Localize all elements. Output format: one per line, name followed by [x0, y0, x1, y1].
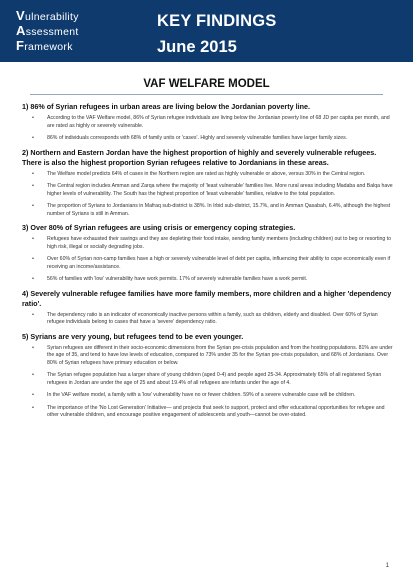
bullet-item: • Refugees have exhausted their savings and they are depleting their food intake, sending family members (including children) out to beg or resorting to high risk, illegal or socially degrading jobs. [32, 236, 392, 250]
bullet-item: • Syrian refugees are different in their socio-economic dimensions from the Syrian pre-crisis population and from the hosting populations. 81% are under the age of 35, and tend to have low levels of education, compared to 73% under 35 for the Syrian pre-crisis population, and 68% of Jordanians. Over 80% of Syrian refugees have primary education or below. [32, 344, 393, 366]
finding-section-4 [22, 289, 394, 327]
page-number: 1 [385, 563, 389, 569]
bullet-item: • According to the VAF Welfare model, 86% of Syrian refugee individuals are living below the Jordanian poverty line of 68 JD per capita per month, and are rated as highly or severely vulnerable. [32, 115, 390, 129]
bullet-icon: • [32, 276, 34, 282]
bullet-icon: • [32, 372, 34, 378]
bullet-list [22, 171, 394, 219]
bullet-list [22, 115, 394, 143]
section-heading: 5) Syrians are very young, but refugees tend to be even younger. [22, 331, 244, 341]
bullet-icon: • [32, 183, 34, 189]
title-divider [30, 94, 383, 95]
bullet-item: • 56% of families with 'low' vulnerability have work permits. 17% of severely vulnerable families have a work permit. [32, 276, 308, 282]
bullet-icon: • [32, 344, 34, 351]
bullet-item: • The dependency ratio is an indicator of economically inactive persons within a family, such as children, elderly and disabled. Over 60% of Syrian refugee individuals belong to cases that have a 'severe' dependency ratio. [32, 311, 378, 325]
finding-section-1 [22, 102, 394, 143]
logo-line: Vulnerability [16, 8, 79, 23]
section-heading: 2) Northern and Eastern Jordan have the highest proportion of highly and severely vulnerable refugees. There is also the highest proportion Syrian refugees relative to Jordanians in these areas. [22, 147, 377, 167]
finding-section-2 [22, 148, 394, 219]
bullet-icon: • [32, 256, 34, 262]
bullet-item: • The importance of the 'No Lost Generation' Initiative— and projects that seek to support, protect and offer educational opportunities for refugee and other vulnerable children, and encourage positive engagement of adolescents and youth—cannot be over-stated. [32, 404, 385, 418]
bullet-icon: • [32, 311, 34, 318]
bullet-item: • The Welfare model predicts 64% of cases in the Northern region are rated as highly vulnerable or above, versus 30% in the Central region. [32, 170, 366, 177]
bullet-icon: • [32, 392, 34, 398]
bullet-icon: • [32, 404, 34, 411]
section-heading: 3) Over 80% of Syrian refugees are using crisis or emergency coping strategies. [22, 223, 296, 232]
logo-line: Framework [16, 38, 73, 53]
bullet-icon: • [32, 170, 34, 177]
logo-line: Assessment [16, 23, 79, 38]
bullet-icon: • [32, 115, 34, 121]
vaf-logo [16, 9, 176, 54]
bullet-item: • Over 60% of Syrian non-camp families have a high or severely vulnerable level of debt per capita, influencing their ability to cope economically even if receiving an income/assistance. [32, 256, 391, 270]
bullet-item: • The Syrian refugee population has a larger share of young children (aged 0-4) and people aged 25-34. Approximately 65% of all registered Syrian refugees in Jordan are under the age of 25 and about 19.4% of all refugees are infants under the age of 4. [32, 372, 382, 386]
section-heading: 1) 86% of Syrian refugees in urban areas are living below the Jordanian poverty line. [22, 102, 310, 111]
bullet-item: • In the VAF welfare model, a family with a 'low' vulnerability have no or fewer children. 59% of a severe vulnerable case will be children. [32, 392, 356, 398]
section-heading: 4) Severely vulnerable refugee families have more family members, more children and a higher 'dependency ratio'. [22, 288, 392, 308]
bullet-item: • The proportion of Syrians to Jordanians in Mafraq sub-district is 38%. In Irbid sub-district, 15.7%, and in Amman Qasabah, 6.4%, although the highest number of Syrians is still in Amman. [32, 203, 391, 217]
report-date: June 2015 [157, 38, 237, 56]
bullet-icon: • [32, 135, 34, 141]
bullet-list [22, 345, 394, 420]
document-title: VAF WELFARE MODEL [143, 78, 270, 90]
key-findings-heading: KEY FINDINGS [157, 12, 277, 30]
finding-section-3 [22, 223, 394, 284]
bullet-list [22, 236, 394, 284]
bullet-list [22, 312, 394, 327]
bullet-icon: • [32, 203, 34, 209]
bullet-icon: • [32, 236, 34, 242]
header-banner [0, 0, 413, 62]
bullet-item: • 86% of individuals corresponds with 68% of family units or 'cases'. Highly and severely vulnerable families have larger family sizes. [32, 135, 348, 141]
bullet-item: • The Central region includes Amman and Zarqa where the majority of 'least vulnerable' families live. More rural areas including Madaba and Balqa have higher levels of vulnerability. The South has the highest proportion of 'least vulnerable' families, relative to the total population. [32, 183, 393, 197]
findings-content [22, 100, 394, 425]
finding-section-5 [22, 332, 394, 420]
